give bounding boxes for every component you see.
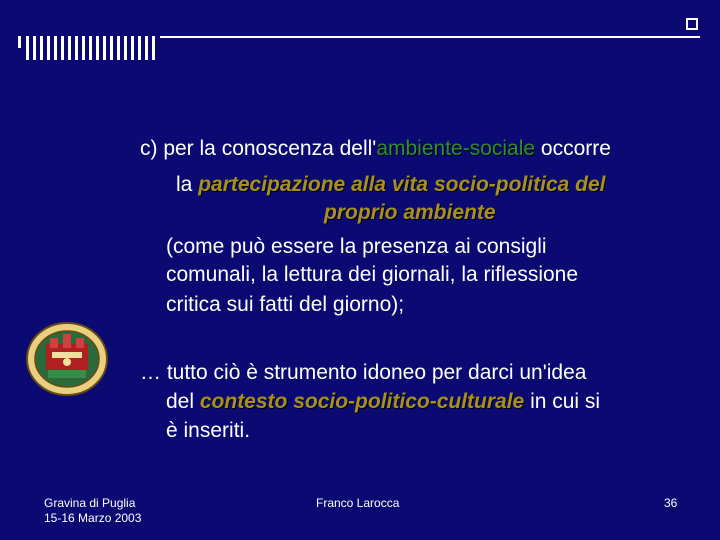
para1-line2: la partecipazione alla vita socio-politica del [176, 173, 606, 196]
para2-line3: è inseriti. [166, 419, 251, 442]
footer-author: Franco Larocca [316, 496, 400, 510]
para1-line3 [324, 200, 496, 226]
highlight-ambiente-sociale: ambiente-sociale [376, 137, 536, 160]
para1-line6: critica sui fatti del giorno); [166, 293, 405, 316]
footer-date: 15-16 Marzo 2003 [44, 511, 142, 525]
highlight-contesto: contesto socio-politico-culturale [199, 390, 525, 413]
footer-location: Gravina di Puglia [44, 496, 136, 510]
para1-line5: comunali, la lettura dei giornali, la riflessione [166, 263, 579, 286]
footer-left [44, 496, 141, 526]
page-number: 36 [664, 496, 678, 510]
para2-line2: del contesto socio-politico-culturale in cui si [166, 390, 601, 413]
highlight-proprio-ambiente: proprio ambiente [324, 201, 496, 224]
para1-line1: c) per la conoscenza dell'ambiente-sociale occorre [140, 137, 611, 160]
para2-line1: … tutto ciò è strumento idoneo per darci un'idea [140, 361, 587, 384]
highlight-partecipazione: partecipazione alla vita socio-politica del [198, 173, 606, 196]
para1-line4: (come può essere la presenza ai consigli [166, 235, 547, 258]
